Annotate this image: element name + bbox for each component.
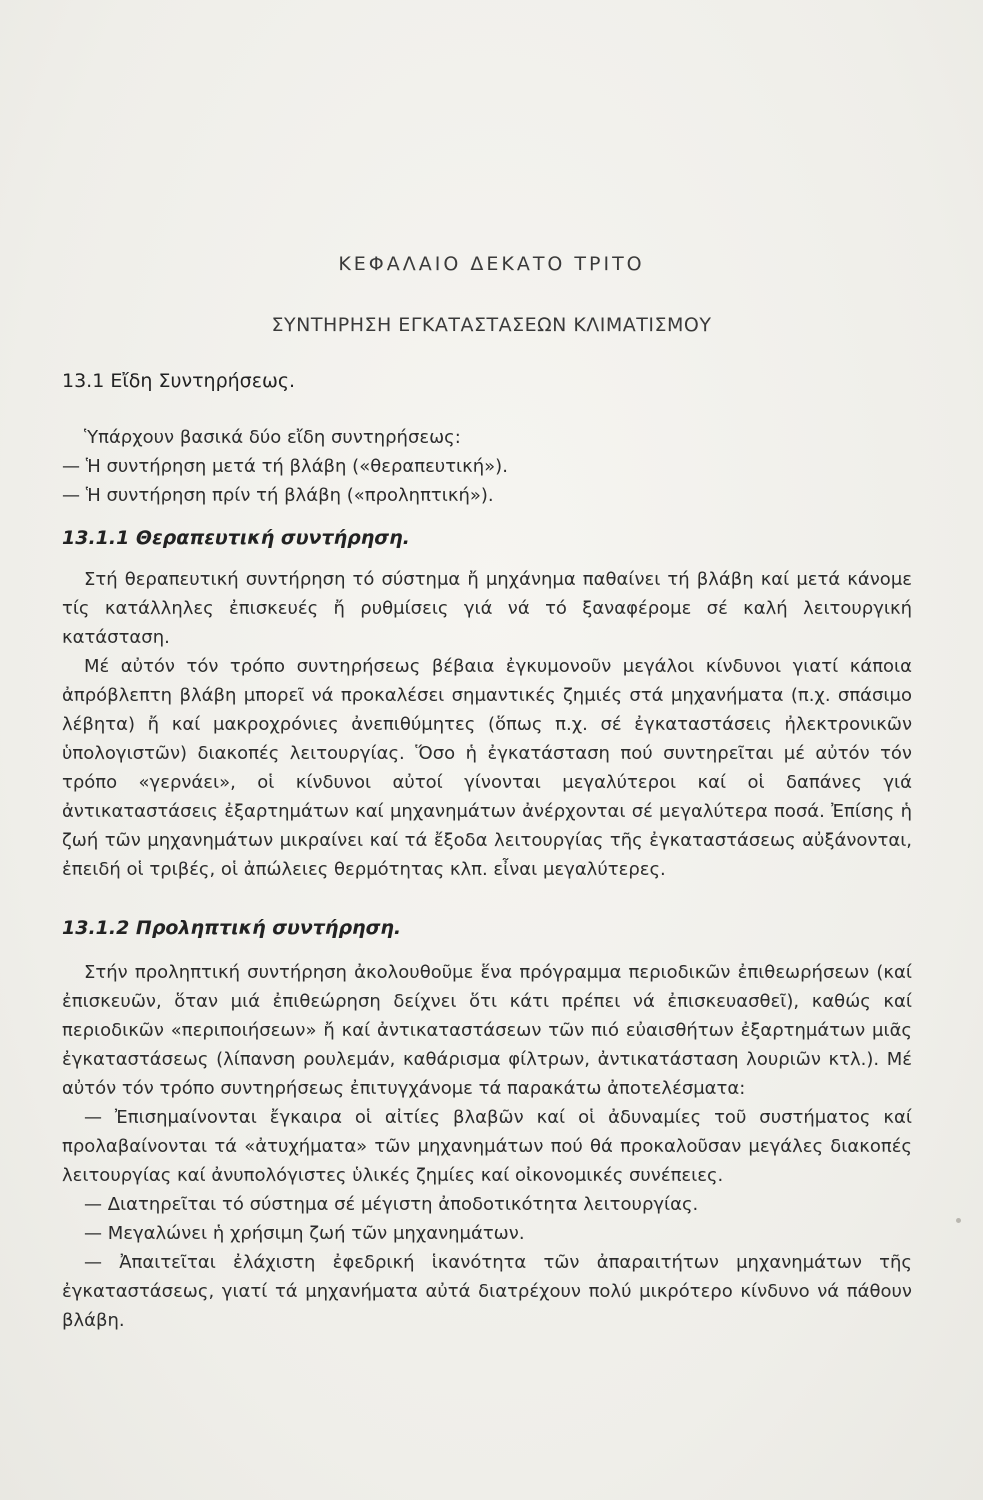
list-item: — Ἡ συντήρηση μετά τή βλάβη («θεραπευτική»).	[62, 456, 508, 477]
list-item: — Ἡ συντήρηση πρίν τή βλάβη («προληπτική»).	[62, 485, 494, 506]
list-item: — Διατηρεῖται τό σύστημα σέ μέγιστη ἀποδοτικότητα λειτουργίας.	[84, 1194, 699, 1215]
chapter-subtitle: ΣΥΝΤΗΡΗΣΗ ΕΓΚΑΤΑΣΤΑΣΕΩΝ ΚΛΙΜΑΤΙΣΜΟΥ	[271, 314, 712, 336]
section-heading-13-1-1: 13.1.1 Θεραπευτική συντήρηση.	[62, 527, 410, 549]
list-item: — Μεγαλώνει ἡ χρήσιμη ζωή τῶν μηχανημάτων.	[84, 1223, 525, 1244]
paper-speck	[956, 1218, 961, 1223]
list-item: — Ἀπαιτεῖται ἐλάχιστη ἐφεδρική ἱκανότητα τῶν ἀπαραιτήτων μηχανημάτων τῆς ἐγκαταστάσεως, γιατί τά μηχανήματα αὐτά διατρέχουν πολύ μικρότερο κίνδυνο νά πάθουν βλάβη.	[62, 1252, 912, 1331]
section-heading-13-1-2: 13.1.2 Προληπτική συντήρηση.	[62, 917, 402, 939]
section-13-1-1-body	[62, 565, 912, 884]
paragraph: Στή θεραπευτική συντήρηση τό σύστημα ἤ μηχάνημα παθαίνει τή βλάβη καί μετά κάνομε τίς κατάλληλες ἐπισκευές ἤ ρυθμίσεις γιά νά τό ξαναφέρομε σέ καλή λειτουργική κατάσταση.	[62, 569, 912, 648]
section-13-1-2-body	[62, 958, 912, 1335]
section-13-1-body	[62, 423, 912, 510]
paragraph: Στήν προληπτική συντήρηση ἀκολουθοῦμε ἕνα πρόγραμμα περιοδικῶν ἐπιθεωρήσεων (καί ἐπισκευῶν, ὅταν μιά ἐπιθεώρηση δείχνει ὅτι κάτι πρέπει νά ἐπισκευασθεῖ), καθώς καί περιοδικῶν «περιποιήσεων» ἤ καί ἀντικαταστάσεων τῶν πιό εὐαισθήτων ἐξαρτημάτων μιᾶς ἐγκαταστάσεως (λίπανση ρουλεμάν, καθάρισμα φίλτρων, ἀντικατάσταση λουριῶν κτλ.). Μέ αὐτόν τόν τρόπο συντηρήσεως ἐπιτυγχάνομε τά παρακάτω ἀποτελέσματα:	[62, 962, 912, 1099]
section-heading-13-1: 13.1 Εἴδη Συντηρήσεως.	[62, 370, 296, 392]
list-item: — Ἐπισημαίνονται ἔγκαιρα οἱ αἰτίες βλαβῶν καί οἱ ἀδυναμίες τοῦ συστήματος καί προλαβαίνονται τά «ἀτυχήματα» τῶν μηχανημάτων πού θά προκαλοῦσαν μεγάλες διακοπές λειτουργίας καί ἀνυπολόγιστες ὑλικές ζημίες καί οἰκονομικές συνέπειες.	[62, 1107, 912, 1186]
paragraph: Μέ αὐτόν τόν τρόπο συντηρήσεως βέβαια ἐγκυμονοῦν μεγάλοι κίνδυνοι γιατί κάποια ἀπρόβλεπτη βλάβη μπορεῖ νά προκαλέσει σημαντικές ζημιές στά μηχανήματα (π.χ. σπάσιμο λέβητα) ἤ καί μακροχρόνιες ἀνεπιθύμητες (ὅπως π.χ. σέ ἐγκαταστάσεις ἠλεκτρονικῶν ὑπολογιστῶν) διακοπές λειτουργίας. Ὅσο ἡ ἐγκατάσταση πού συντηρεῖται μέ αὐτόν τόν τρόπο «γερνάει», οἱ κίνδυνοι αὐτοί γίνονται μεγαλύτεροι καί οἱ δαπάνες γιά ἀντικαταστάσεις ἐξαρτημάτων καί μηχανημάτων ἀνέρχονται σέ μεγαλύτερα ποσά. Ἐπίσης ἡ ζωή τῶν μηχανημάτων μικραίνει καί τά ἔξοδα λειτουργίας τῆς ἐγκαταστάσεως αὐξάνονται, ἐπειδή οἱ τριβές, οἱ ἀπώλειες θερμότητας κλπ. εἶναι μεγαλύτερες.	[62, 656, 912, 880]
section-13-1-intro: Ὑπάρχουν βασικά δύο εἴδη συντηρήσεως:	[84, 427, 461, 448]
chapter-title: ΚΕΦΑΛΑΙΟ ΔΕΚΑΤΟ ΤΡΙΤΟ	[338, 253, 645, 275]
